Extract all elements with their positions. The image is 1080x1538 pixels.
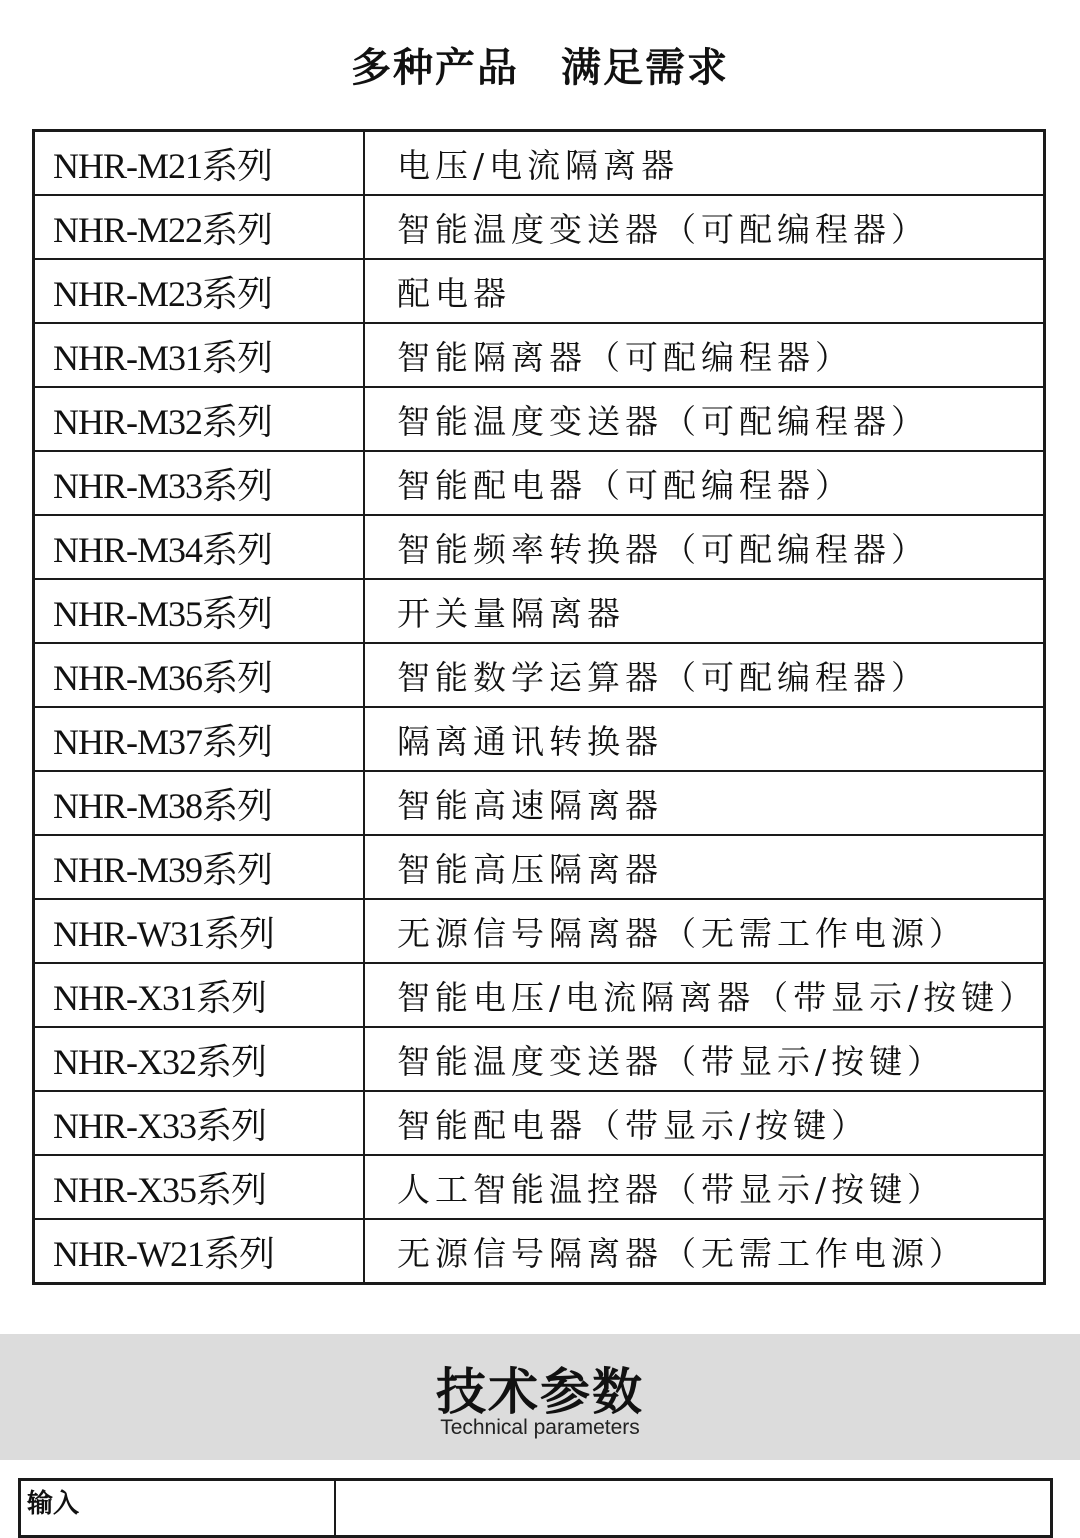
- product-series-table: [32, 129, 1046, 1285]
- product-series-cell: NHR-M31系列: [34, 323, 365, 387]
- product-series-cell: NHR-M34系列: [34, 515, 365, 579]
- tech-params-subtitle: Technical parameters: [440, 1416, 640, 1439]
- product-row: [34, 131, 1045, 196]
- product-row: [34, 1027, 1045, 1091]
- product-description-cell: 电压/电流隔离器: [397, 145, 680, 185]
- product-row: [34, 451, 1045, 515]
- product-row: [34, 643, 1045, 707]
- product-row: [34, 1155, 1045, 1219]
- product-description-cell: 智能配电器（带显示/按键）: [364, 1091, 1045, 1155]
- product-series-cell: NHR-W31系列: [34, 899, 365, 963]
- params-table: [18, 1478, 1053, 1538]
- product-description-cell: 智能温度变送器（带显示/按键）: [364, 1027, 1045, 1091]
- param-value-input: [336, 1481, 1050, 1535]
- product-description-cell: 人工智能温控器（带显示/按键）: [364, 1155, 1045, 1219]
- tech-params-title: 技术参数: [436, 1363, 644, 1421]
- product-series-cell: NHR-M36系列: [34, 643, 365, 707]
- product-row: [34, 1219, 1045, 1284]
- product-description-cell: 智能数学运算器（可配编程器）: [364, 643, 1045, 707]
- product-description-cell: 开关量隔离器: [364, 579, 1045, 643]
- product-series-cell: NHR-M39系列: [34, 835, 365, 899]
- product-row: [34, 1091, 1045, 1155]
- product-series-cell: NHR-M32系列: [34, 387, 365, 451]
- product-series-cell: NHR-X31系列: [34, 963, 365, 1027]
- product-description-cell: 智能频率转换器（可配编程器）: [364, 515, 1045, 579]
- product-row: [34, 515, 1045, 579]
- product-row: [34, 579, 1045, 643]
- product-description-cell: 无源信号隔离器（无需工作电源）: [364, 1219, 1045, 1284]
- product-series-cell: NHR-X32系列: [34, 1027, 365, 1091]
- product-row: [34, 771, 1045, 835]
- product-row: [34, 963, 1045, 1027]
- product-description-cell: 智能隔离器（可配编程器）: [364, 323, 1045, 387]
- product-row: [34, 387, 1045, 451]
- product-row: [34, 707, 1045, 771]
- product-series-cell: NHR-W21系列: [34, 1219, 365, 1284]
- product-description-cell: 智能电压/电流隔离器（带显示/按键）: [364, 963, 1045, 1027]
- product-row: [34, 323, 1045, 387]
- product-series-cell: NHR-X33系列: [34, 1091, 365, 1155]
- product-description-cell: 智能高压隔离器: [364, 835, 1045, 899]
- product-series-cell: NHR-M37系列: [34, 707, 365, 771]
- product-description-cell: 隔离通讯转换器: [364, 707, 1045, 771]
- tech-params-banner: [0, 1334, 1080, 1460]
- product-series-cell: NHR-X35系列: [34, 1155, 365, 1219]
- product-description-cell: 智能配电器（可配编程器）: [364, 451, 1045, 515]
- product-description-cell: 配电器: [364, 259, 1045, 323]
- product-description-cell: 智能温度变送器（可配编程器）: [364, 195, 1045, 259]
- param-label-input: 输入: [21, 1481, 336, 1535]
- product-description-cell: 无源信号隔离器（无需工作电源）: [364, 899, 1045, 963]
- product-series-cell: NHR-M33系列: [34, 451, 365, 515]
- product-series-cell: NHR-M21系列: [34, 131, 365, 196]
- product-series-cell: NHR-M22系列: [34, 195, 365, 259]
- product-series-cell: NHR-M35系列: [34, 579, 365, 643]
- product-row: [34, 195, 1045, 259]
- product-row: [34, 259, 1045, 323]
- product-series-cell: NHR-M38系列: [34, 771, 365, 835]
- product-row: [34, 899, 1045, 963]
- product-description-cell: 智能温度变送器（可配编程器）: [364, 387, 1045, 451]
- product-description-cell: 智能高速隔离器: [364, 771, 1045, 835]
- page-heading: 多种产品 满足需求: [351, 45, 729, 91]
- product-series-cell: NHR-M23系列: [34, 259, 365, 323]
- product-row: [34, 835, 1045, 899]
